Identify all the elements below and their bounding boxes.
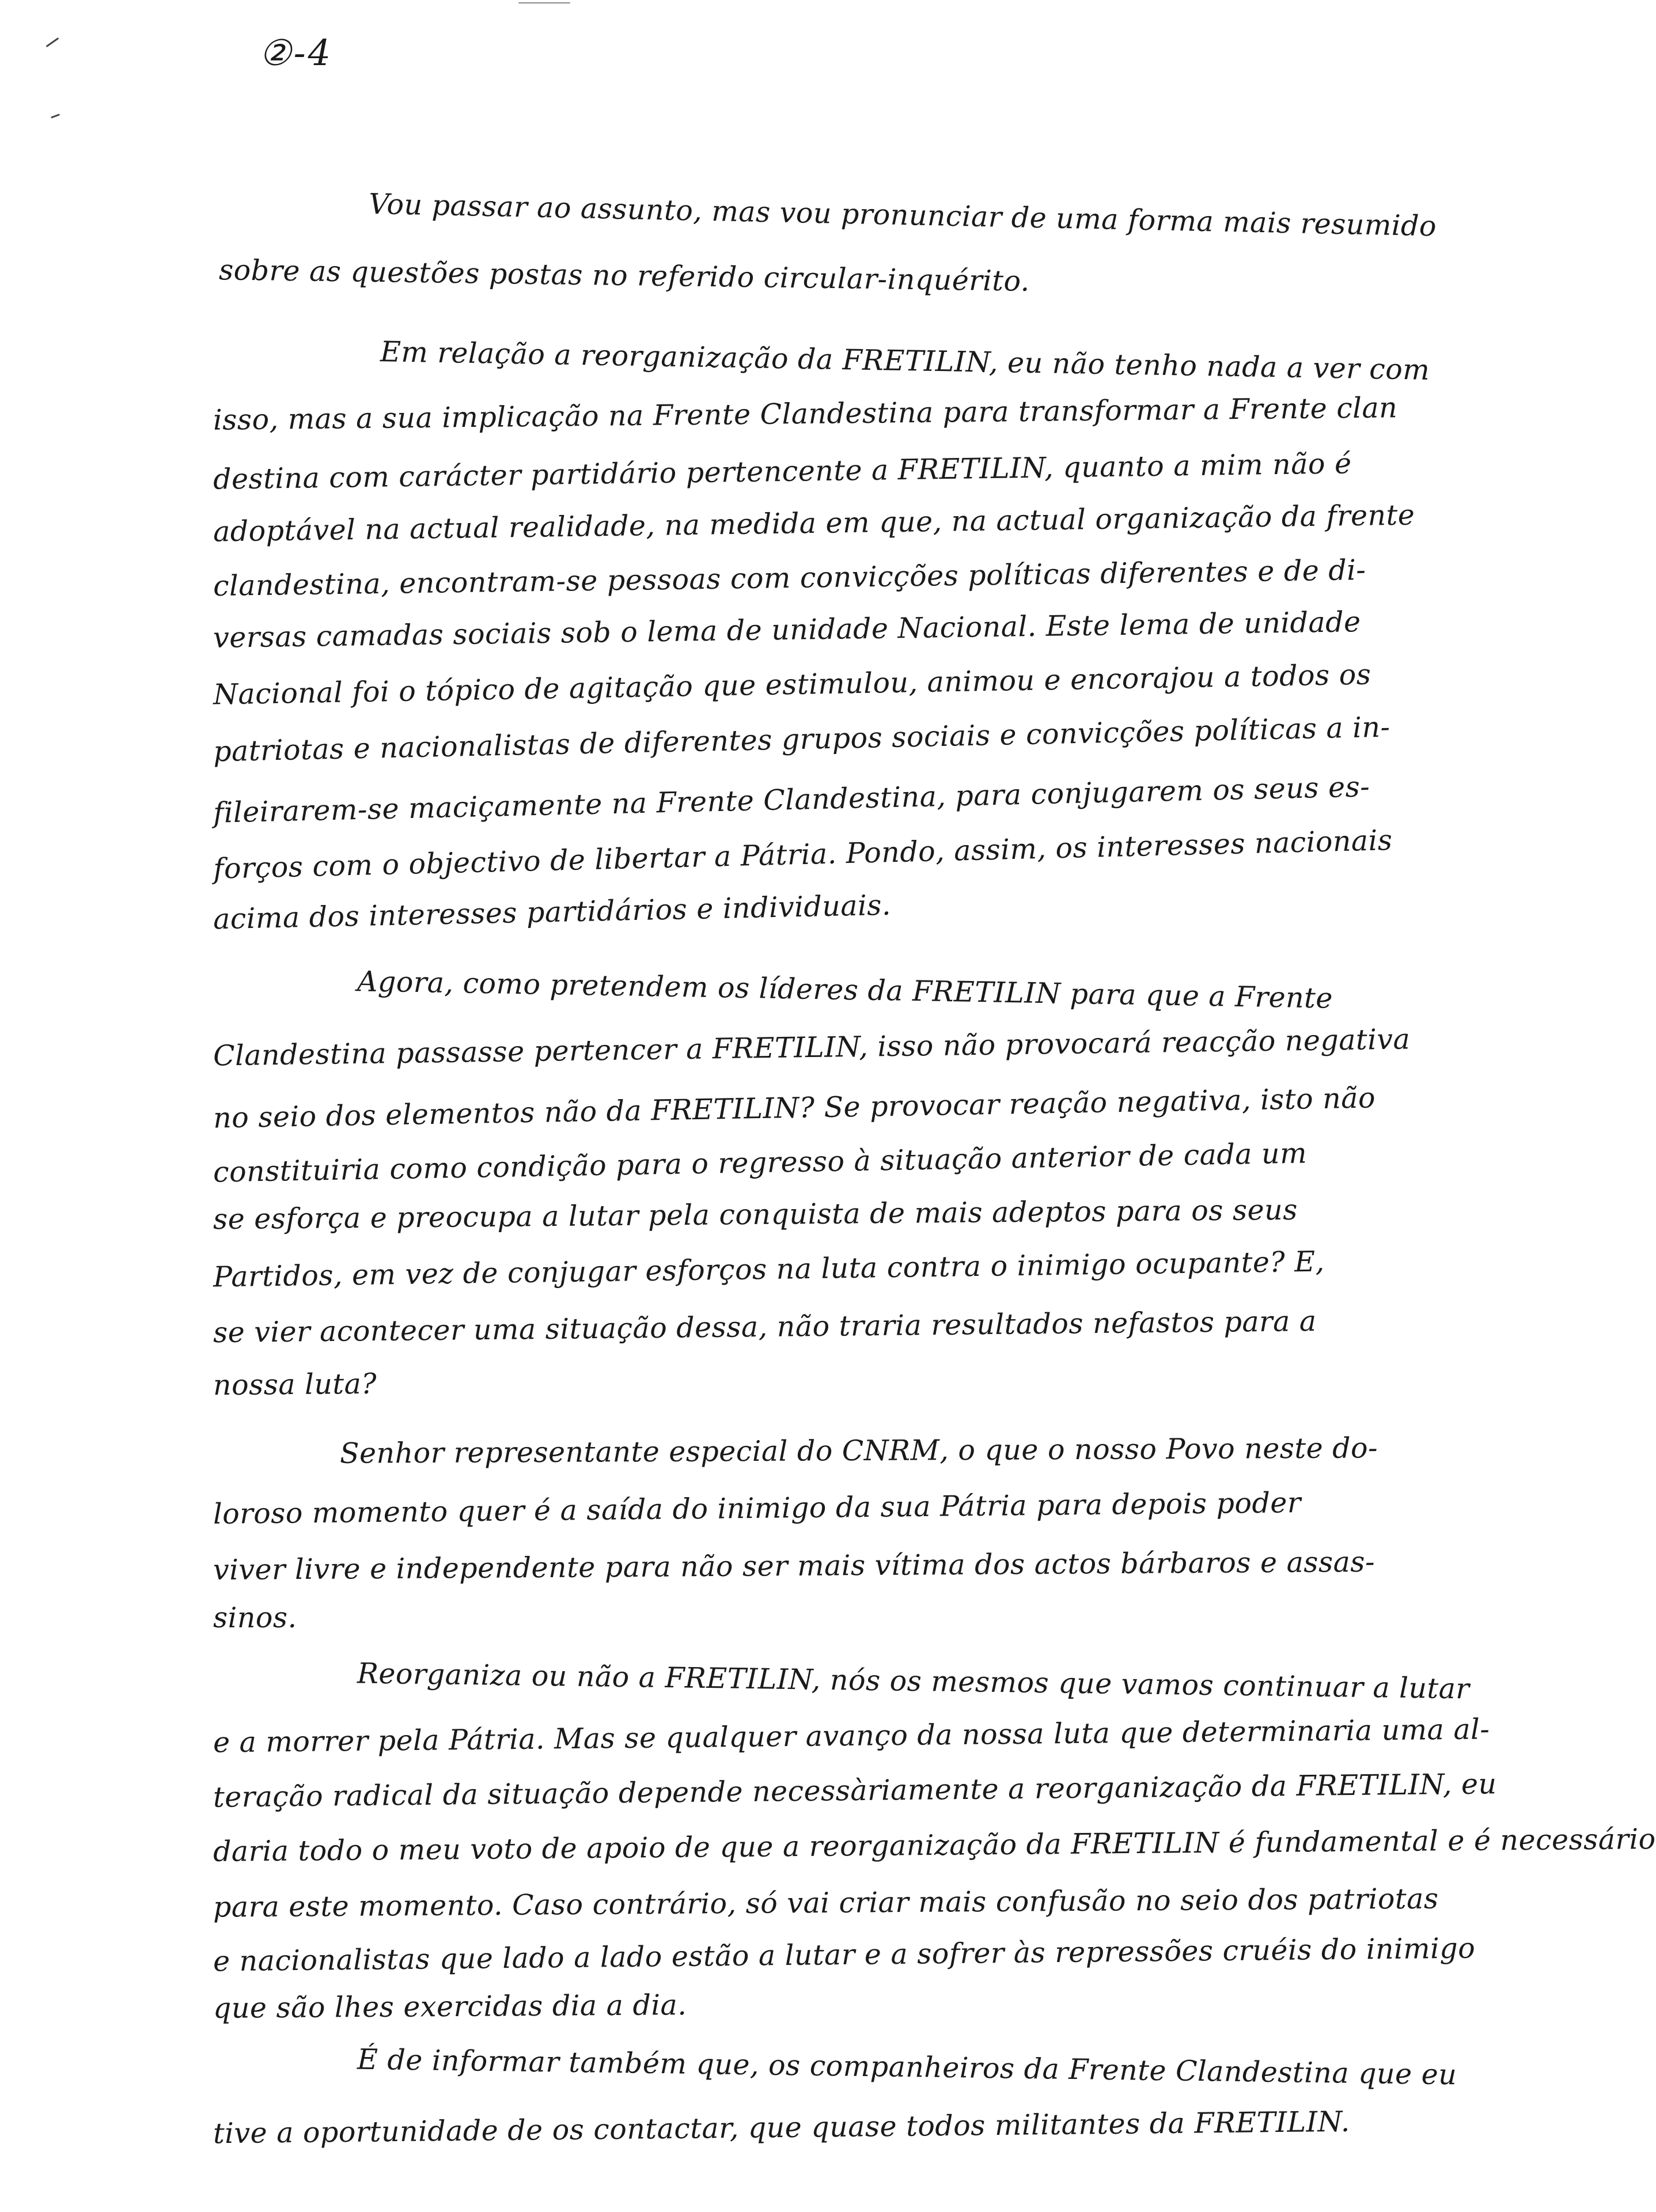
text-line: patriotas e nacionalistas de diferentes grupos sociais e convicções políticas a in- xyxy=(213,710,1391,768)
text-line: Reorganiza ou não a FRETILIN, nós os mesmos que vamos continuar a lutar xyxy=(357,1657,1470,1706)
text-line: teração radical da situação depende necessàriamente a reorganização da FRETILIN, eu xyxy=(213,1767,1497,1814)
text-line: Agora, como pretendem os líderes da FRETILIN para que a Frente xyxy=(357,965,1333,1015)
text-line: Senhor representante especial do CNRM, o que o nosso Povo neste do- xyxy=(339,1431,1378,1470)
text-line: sinos. xyxy=(213,1601,297,1634)
text-line: e a morrer pela Pátria. Mas se qualquer avanço da nossa luta que determinaria uma al- xyxy=(213,1713,1490,1759)
text-line: loroso momento quer é a saída do inimigo da sua Pátria para depois poder xyxy=(213,1486,1301,1531)
text-line: É de informar também que, os companheiros da Frente Clandestina que eu xyxy=(357,2043,1457,2092)
scan-artifact xyxy=(51,113,60,118)
text-line: clandestina, encontram-se pessoas com convicções políticas diferentes e de di- xyxy=(213,554,1366,603)
text-line: constituiria como condição para o regresso à situação anterior de cada um xyxy=(213,1137,1308,1189)
text-line: e nacionalistas que lado a lado estão a lutar e a sofrer às repressões cruéis do inimigo xyxy=(213,1931,1476,1978)
text-line: tive a oportunidade de os contactar, que quase todos militantes da FRETILIN. xyxy=(213,2105,1351,2150)
text-line: daria todo o meu voto de apoio de que a reorganização da FRETILIN é fundamental e é necessário xyxy=(213,1823,1656,1868)
text-line: acima dos interesses partidários e individuais. xyxy=(213,888,892,936)
text-line: forços com o objectivo de libertar a Pátria. Pondo, assim, os interesses nacionais xyxy=(213,823,1393,886)
text-line: Vou passar ao assunto, mas vou pronunciar de uma forma mais resumido xyxy=(368,187,1437,243)
text-line: versas camadas sociais sob o lema de unidade Nacional. Este lema de unidade xyxy=(213,605,1361,654)
scan-artifact xyxy=(518,2,570,3)
page-number: ②-4 xyxy=(259,32,333,74)
text-line: isso, mas a sua implicação na Frente Clandestina para transformar a Frente clan xyxy=(213,391,1398,437)
text-line: no seio dos elementos não da FRETILIN? Se provocar reação negativa, isto não xyxy=(213,1081,1376,1135)
text-line: que são lhes exercidas dia a dia. xyxy=(213,1988,687,2025)
text-line: nossa luta? xyxy=(213,1367,377,1402)
text-line: viver livre e independente para não ser mais vítima dos actos bárbaros e assas- xyxy=(213,1545,1375,1587)
text-line: para este momento. Caso contrário, só vai criar mais confusão no seio dos patriotas xyxy=(213,1882,1439,1924)
text-line: Clandestina passasse pertencer a FRETILIN, isso não provocará reacção negativa xyxy=(213,1022,1411,1073)
scan-artifact xyxy=(46,37,59,47)
text-line: Partidos, em vez de conjugar esforços na luta contra o inimigo ocupante? E, xyxy=(213,1245,1325,1294)
text-line: Em relação a reorganização da FRETILIN, eu não tenho nada a ver com xyxy=(380,335,1430,387)
text-line: Nacional foi o tópico de agitação que estimulou, animou e encorajou a todos os xyxy=(213,658,1371,711)
text-line: adoptável na actual realidade, na medida em que, na actual organização da frente xyxy=(213,498,1415,548)
text-line: destina com carácter partidário pertencente a FRETILIN, quanto a mim não é xyxy=(213,447,1352,496)
text-line: sobre as questões postas no referido circular-inquérito. xyxy=(218,253,1030,298)
text-line: fileirarem-se maciçamente na Frente Clandestina, para conjugarem os seus es- xyxy=(213,770,1370,830)
text-line: se esforça e preocupa a lutar pela conquista de mais adeptos para os seus xyxy=(213,1193,1298,1236)
text-line: se vier acontecer uma situação dessa, não traria resultados nefastos para a xyxy=(213,1304,1317,1350)
